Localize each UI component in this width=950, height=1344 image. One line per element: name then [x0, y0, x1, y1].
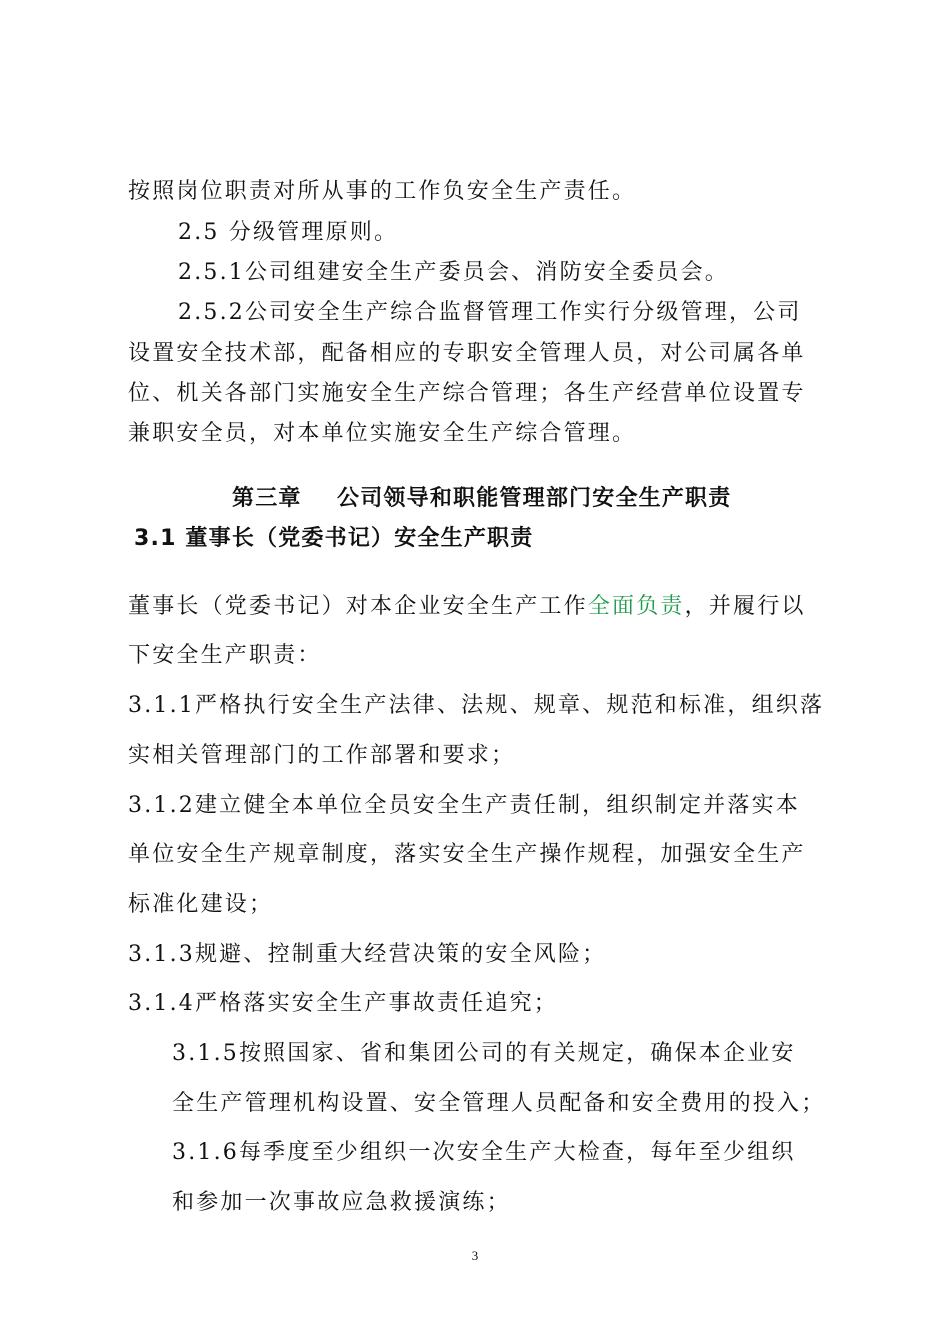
clause-3-1-1: 3.1.1严格执行安全生产法律、法规、规章、规范和标准，组织落	[128, 693, 825, 718]
page-number: 3	[471, 1248, 479, 1263]
section-heading: 3.1 董事长（党委书记）安全生产职责	[134, 526, 534, 551]
text-line: 位、机关各部门实施安全生产综合管理；各生产经营单位设置专	[128, 381, 806, 406]
text-line: 标准化建设；	[128, 892, 274, 917]
text-line: 兼职安全员，对本单位实施安全生产综合管理。	[128, 421, 637, 446]
clause-3-1-6: 3.1.6每季度至少组织一次安全生产大检查，每年至少组织	[172, 1140, 796, 1165]
text-line: 下安全生产职责：	[128, 643, 322, 668]
intro-text: 董事长（党委书记）对本企业安全生产工作	[128, 594, 588, 619]
chapter-heading: 第三章 公司领导和职能管理部门安全生产职责	[232, 486, 732, 511]
clause-3-1-3: 3.1.3规避、控制重大经营决策的安全风险；	[128, 942, 607, 967]
text-line: 全生产管理机构设置、安全管理人员配备和安全费用的投入；	[172, 1091, 826, 1116]
text-line: 按照岗位职责对所从事的工作负安全生产责任。	[128, 179, 637, 204]
text-line: 和参加一次事故应急救援演练；	[172, 1190, 511, 1215]
highlighted-text: 全面负责	[587, 594, 685, 619]
clause-3-1-5: 3.1.5按照国家、省和集团公司的有关规定，确保本企业安	[172, 1041, 796, 1066]
clause-2-5-1: 2.5.1公司组建安全生产委员会、消防安全委员会。	[178, 260, 729, 285]
intro-text-end: ，并履行以	[684, 594, 806, 619]
clause-3-1-2: 3.1.2建立健全本单位全员安全生产责任制，组织制定并落实本	[128, 793, 800, 818]
clause-2-5: 2.5 分级管理原则。	[178, 220, 399, 245]
text-line: 实相关管理部门的工作部署和要求；	[128, 743, 516, 768]
clause-3-1-4: 3.1.4严格落实安全生产事故责任追究；	[128, 991, 558, 1016]
text-line: 设置安全技术部，配备相应的专职安全管理人员，对公司属各单	[128, 341, 806, 366]
clause-2-5-2: 2.5.2公司安全生产综合监督管理工作实行分级管理，公司	[178, 300, 802, 325]
text-line: 单位安全生产规章制度，落实安全生产操作规程，加强安全生产	[128, 842, 806, 867]
paragraph-intro	[128, 592, 806, 622]
